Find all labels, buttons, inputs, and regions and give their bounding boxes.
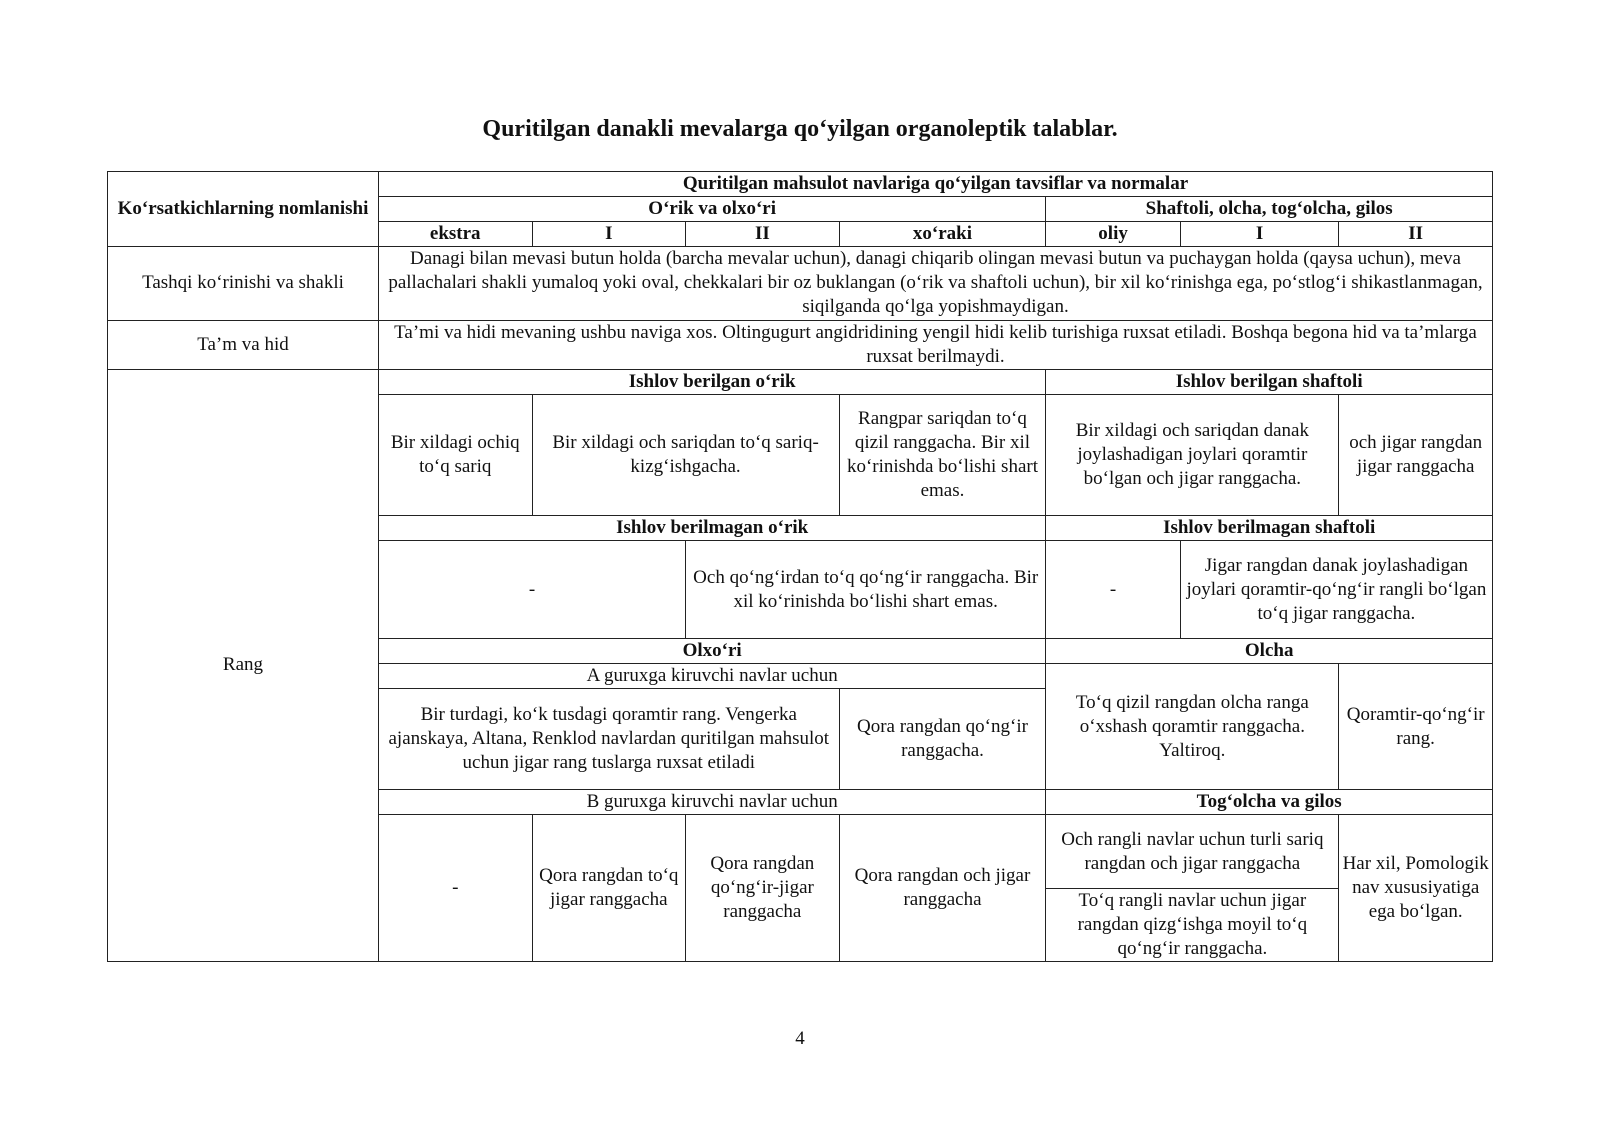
grade-header: I [532,222,686,247]
taste-text: Ta’mi va hidi mevaning ushbu naviga xos. Oltingugurt angidridining yengil hidi kelib turishiga ruxsat etiladi. Boshqa begona hid va ta’mlarga ruxsat berilmaydi. [378,320,1492,369]
untreated-peach-title: Ishlov berilmagan shaftoli [1046,516,1493,541]
plum-b-color: Qora rangdan qo‘ng‘ir-jigar ranggacha [686,815,840,962]
cherry-color: Qoramtir-qo‘ng‘ir rang. [1339,663,1493,789]
treated-apricot-color: Bir xildagi ochiq to‘q sariq [378,394,532,515]
page-number: 4 [795,1028,805,1049]
cherry-plum-light: Och rangli navlar uchun turli sariq rangdan och jigar ranggacha [1046,815,1339,888]
header-indicator: Ko‘rsatkichlarning nomlanishi [108,172,379,247]
cherry-color: To‘q qizil rangdan olcha ranga o‘xshash qoramtir ranggacha. Yaltiroq. [1046,663,1339,789]
grade-header: I [1180,222,1339,247]
plum-title: Olxo‘ri [378,638,1045,663]
plum-a-color: Bir turdagi, ko‘k tusdagi qoramtir rang. Vengerka ajanskaya, Altana, Renklod navlardan quritilgan mahsulot uchun jigar rang tuslarga ruxsat etiladi [378,688,839,789]
untreated-peach-color: Jigar rangdan danak joylashadigan joylari qoramtir-qo‘ng‘ir rangli bo‘lgan to‘q jigar ranggacha. [1180,541,1492,638]
requirements-table [107,171,1493,962]
header-group-peach: Shaftoli, olcha, tog‘olcha, gilos [1046,197,1493,222]
plum-group-a: A guruxga kiruvchi navlar uchun [378,663,1045,688]
treated-peach-color: Bir xildagi och sariqdan danak joylashadigan joylari qoramtir bo‘lgan och jigar ranggacha. [1046,394,1339,515]
grade-header: xo‘raki [839,222,1046,247]
treated-peach-title: Ishlov berilgan shaftoli [1046,369,1493,394]
grade-header: II [1339,222,1493,247]
grade-header: ekstra [378,222,532,247]
grade-header: II [686,222,840,247]
untreated-peach-color: - [1046,541,1180,638]
header-group-apricot: O‘rik va olxo‘ri [378,197,1045,222]
untreated-apricot-color: Och qo‘ng‘irdan to‘q qo‘ng‘ir ranggacha. Bir xil ko‘rinishda bo‘lishi shart emas. [686,541,1046,638]
plum-b-color: Qora rangdan to‘q jigar ranggacha [532,815,686,962]
untreated-apricot-color: - [378,541,685,638]
page-title: Quritilgan danakli mevalarga qo‘yilgan organoleptik talablar. [482,116,1118,142]
plum-b-color: - [378,815,532,962]
plum-group-b: B guruxga kiruvchi navlar uchun [378,790,1045,815]
row-label-taste: Ta’m va hid [108,320,379,369]
treated-apricot-color: Rangpar sariqdan to‘q qizil ranggacha. Bir xil ko‘rinishda bo‘lishi shart emas. [839,394,1046,515]
plum-a-color: Qora rangdan qo‘ng‘ir ranggacha. [839,688,1046,789]
treated-apricot-color: Bir xildagi och sariqdan to‘q sariq-kizg‘ishgacha. [532,394,839,515]
cherry-title: Olcha [1046,638,1493,663]
treated-apricot-title: Ishlov berilgan o‘rik [378,369,1045,394]
header-main: Quritilgan mahsulot navlariga qo‘yilgan tavsiflar va normalar [378,172,1492,197]
appearance-text: Danagi bilan mevasi butun holda (barcha mevalar uchun), danagi chiqarib olingan mevasi butun va puchaygan holda (qaysa uchun), meva pallachalari shakli yumaloq yoki oval, chekkalari bir oz buklangan (o‘rik va shaftoli uchun), bir xil ko‘rinishga ega, po‘stlog‘i shikastlanmagan, siqilganda qo‘lga yopishmaydigan. [378,247,1492,320]
cherry-plum-color: Har xil, Pomologik nav xususiyatiga ega bo‘lgan. [1339,815,1493,962]
grade-header: oliy [1046,222,1180,247]
untreated-apricot-title: Ishlov berilmagan o‘rik [378,516,1045,541]
cherry-plum-dark: To‘q rangli navlar uchun jigar rangdan qizg‘ishga moyil to‘q qo‘ng‘ir ranggacha. [1046,888,1339,961]
cherry-plum-title: Tog‘olcha va gilos [1046,790,1493,815]
row-label-color: Rang [108,369,379,961]
treated-peach-color: och jigar rangdan jigar ranggacha [1339,394,1493,515]
plum-b-color: Qora rangdan och jigar ranggacha [839,815,1046,962]
row-label-appearance: Tashqi ko‘rinishi va shakli [108,247,379,320]
